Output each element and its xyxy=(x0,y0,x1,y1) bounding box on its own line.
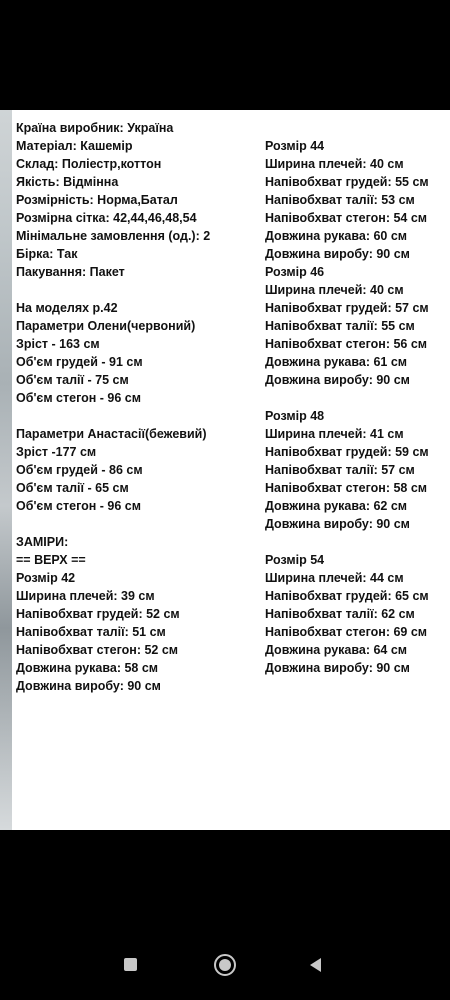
text-line: Розмір 48 xyxy=(265,409,325,423)
recent-apps-square-icon[interactable] xyxy=(124,958,137,971)
text-line: Розмір 46 xyxy=(265,265,325,279)
text-line: Ширина плечей: 41 см xyxy=(265,427,404,441)
text-line: Зріст - 163 см xyxy=(16,337,100,351)
text-line: Напівобхват талії: 53 см xyxy=(265,193,415,207)
text-line: Напівобхват талії: 57 см xyxy=(265,463,415,477)
text-line: Напівобхват стегон: 52 см xyxy=(16,643,179,657)
text-line: Розмір 42 xyxy=(16,571,76,585)
top-black-area xyxy=(0,0,450,110)
text-line: Довжина рукава: 62 см xyxy=(265,499,408,513)
text-line: Напівобхват грудей: 55 см xyxy=(265,175,429,189)
text-line: Об'єм талії - 75 см xyxy=(16,373,129,387)
product-description-image xyxy=(12,110,450,830)
text-line: Напівобхват грудей: 52 см xyxy=(16,607,180,621)
text-line: Об'єм стегон - 96 см xyxy=(16,391,141,405)
text-line: Об'єм грудей - 91 см xyxy=(16,355,143,369)
spacer xyxy=(16,281,261,299)
text-line: == ВЕРХ == xyxy=(16,553,86,567)
text-line: Напівобхват стегон: 54 см xyxy=(265,211,428,225)
text-line: Склад: Поліестр,коттон xyxy=(16,157,162,171)
text-line: Напівобхват стегон: 58 см xyxy=(265,481,428,495)
text-line: Параметри Олени(червоний) xyxy=(16,319,196,333)
text-line: Довжина рукава: 60 см xyxy=(265,229,408,243)
text-line: Ширина плечей: 40 см xyxy=(265,157,404,171)
text-line: Довжина виробу: 90 см xyxy=(16,679,161,693)
spacer xyxy=(16,407,261,425)
text-line: Зріст -177 см xyxy=(16,445,97,459)
text-line: Мінімальне замовлення (од.): 2 xyxy=(16,229,211,243)
text-line: Напівобхват талії: 62 см xyxy=(265,607,415,621)
text-line: Напівобхват грудей: 59 см xyxy=(265,445,429,459)
text-line: Пакування: Пакет xyxy=(16,265,125,279)
spacer xyxy=(16,515,261,533)
text-line: Напівобхват талії: 51 см xyxy=(16,625,166,639)
left-text-column xyxy=(16,119,261,695)
text-line: Ширина плечей: 40 см xyxy=(265,283,404,297)
text-line: Бірка: Так xyxy=(16,247,78,261)
text-line: Довжина рукава: 58 см xyxy=(16,661,159,675)
text-line: Довжина рукава: 61 см xyxy=(265,355,408,369)
home-circle-icon[interactable] xyxy=(214,954,236,976)
text-line: Напівобхват стегон: 56 см xyxy=(265,337,428,351)
text-line: Довжина виробу: 90 см xyxy=(265,373,410,387)
text-line: Довжина виробу: 90 см xyxy=(265,517,410,531)
text-line: Ширина плечей: 44 см xyxy=(265,571,404,585)
text-line: Довжина виробу: 90 см xyxy=(265,661,410,675)
text-line: Ширина плечей: 39 см xyxy=(16,589,155,603)
text-line: Об'єм грудей - 86 см xyxy=(16,463,143,477)
text-line: На моделях р.42 xyxy=(16,301,118,315)
background-photo-edge xyxy=(0,110,12,830)
text-line: Довжина виробу: 90 см xyxy=(265,247,410,261)
text-line: Країна виробник: Україна xyxy=(16,121,174,135)
text-line: Об'єм талії - 65 см xyxy=(16,481,129,495)
text-line: Розмірна сітка: 42,44,46,48,54 xyxy=(16,211,197,225)
text-line: Напівобхват талії: 55 см xyxy=(265,319,415,333)
text-line: Параметри Анастасії(бежевий) xyxy=(16,427,207,441)
text-line: Напівобхват грудей: 65 см xyxy=(265,589,429,603)
spacer xyxy=(265,533,450,551)
text-line: Довжина рукава: 64 см xyxy=(265,643,408,657)
text-line: Напівобхват грудей: 57 см xyxy=(265,301,429,315)
text-line: Розмірність: Норма,Батал xyxy=(16,193,178,207)
text-line: Розмір 44 xyxy=(265,139,325,153)
text-line: Розмір 54 xyxy=(265,553,325,567)
spacer xyxy=(265,389,450,407)
text-line: Об'єм стегон - 96 см xyxy=(16,499,141,513)
right-text-column xyxy=(265,137,450,677)
text-line: Напівобхват стегон: 69 см xyxy=(265,625,428,639)
text-line: ЗАМІРИ: xyxy=(16,535,69,549)
back-triangle-icon[interactable] xyxy=(310,958,321,972)
text-line: Якість: Відмінна xyxy=(16,175,119,189)
text-line: Матеріал: Кашемір xyxy=(16,139,133,153)
